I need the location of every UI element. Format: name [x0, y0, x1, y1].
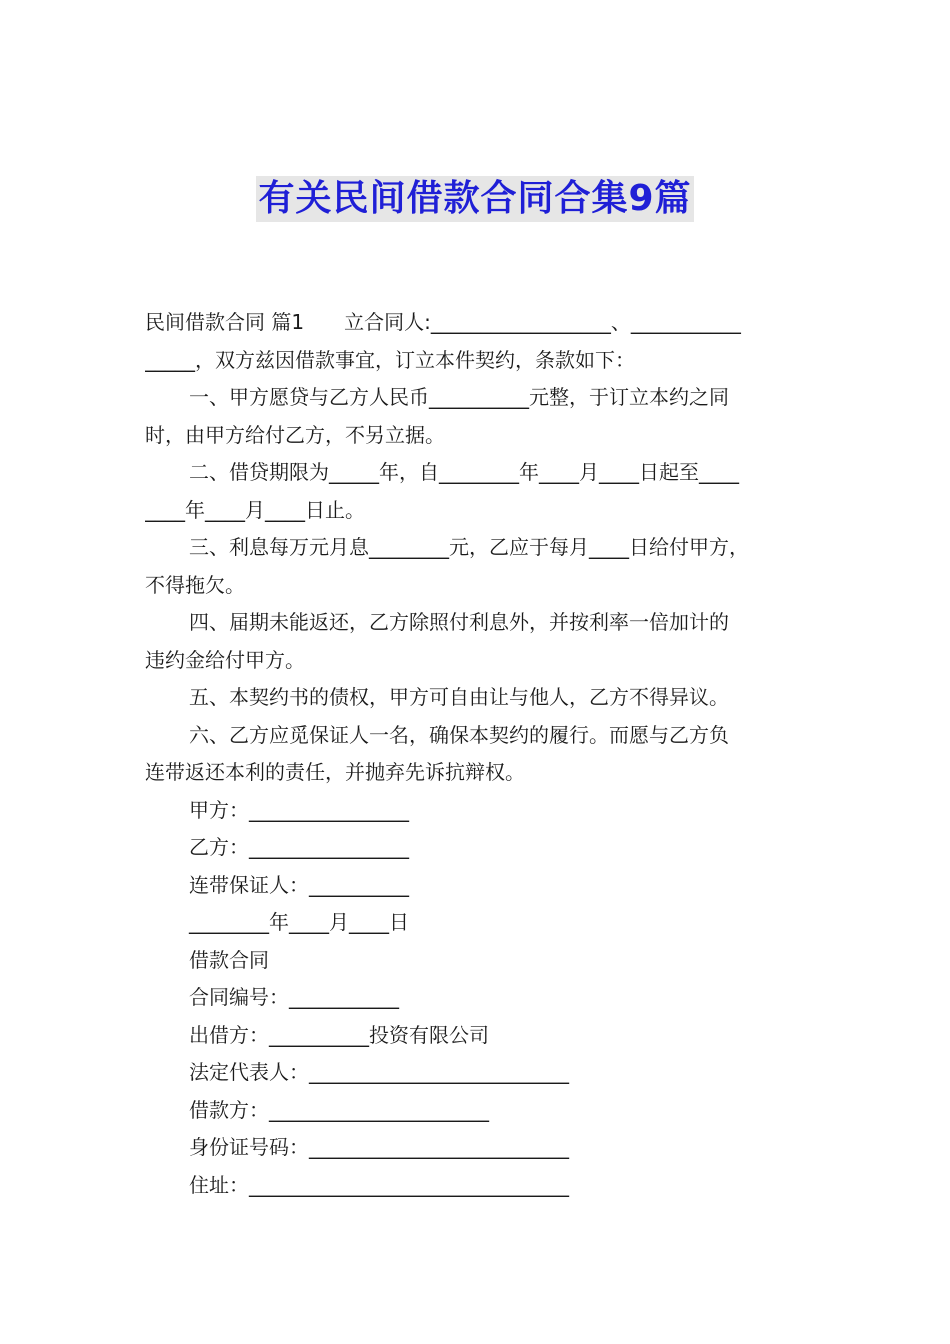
party-a-signature: 甲方：________________: [189, 797, 409, 822]
party-b-signature: 乙方：________________: [189, 835, 409, 859]
clause-3-line: 三、利息每万元月息________元，乙应于每月____日给付甲方，: [189, 535, 749, 559]
clause-4-line: 四、届期未能返还，乙方除照付利息外，并按利率一倍加计的: [189, 610, 729, 634]
clause-5-line: 五、本契约书的债权，甲方可自由让与他人，乙方不得异议。: [189, 685, 729, 709]
paragraph-line: 民间借款合同 篇1 立合同人:__________________、___________: [145, 310, 741, 334]
title-container: [0, 176, 950, 222]
paragraph-line: _____，双方兹因借款事宜，订立本件契约，条款如下：: [145, 347, 635, 372]
clause-2-line: 二、借贷期限为_____年，自________年____月____日起至____: [189, 460, 739, 484]
document-title: 有关民间借款合同合集9篇: [256, 176, 693, 222]
section-heading: 借款合同: [189, 947, 269, 972]
contract-number-field: 合同编号：___________: [189, 985, 399, 1009]
clause-1-line: 一、甲方愿贷与乙方人民币__________元整，于订立本约之同: [189, 385, 729, 409]
clause-1-line: 时，由甲方给付乙方，不另立据。: [145, 422, 445, 447]
id-number-field: 身份证号码：__________________________: [189, 1135, 569, 1159]
clause-6-line: 六、乙方应觅保证人一名，确保本契约的履行。而愿与乙方负: [189, 722, 729, 747]
address-field: 住址：________________________________: [189, 1172, 569, 1197]
borrower-field: 借款方：______________________: [189, 1097, 489, 1122]
guarantor-signature: 连带保证人：__________: [189, 872, 409, 897]
document-body: [145, 304, 810, 1204]
clause-2-line: ____年____月____日止。: [145, 497, 365, 522]
clause-3-line: 不得拖欠。: [145, 572, 245, 597]
signing-date: ________年____月____日: [189, 910, 409, 934]
clause-4-line: 违约金给付甲方。: [145, 647, 305, 672]
clause-6-line: 连带返还本利的责任，并抛弃先诉抗辩权。: [145, 760, 525, 784]
lender-field: 出借方：__________投资有限公司: [189, 1022, 489, 1047]
legal-representative-field: 法定代表人：__________________________: [189, 1060, 569, 1084]
